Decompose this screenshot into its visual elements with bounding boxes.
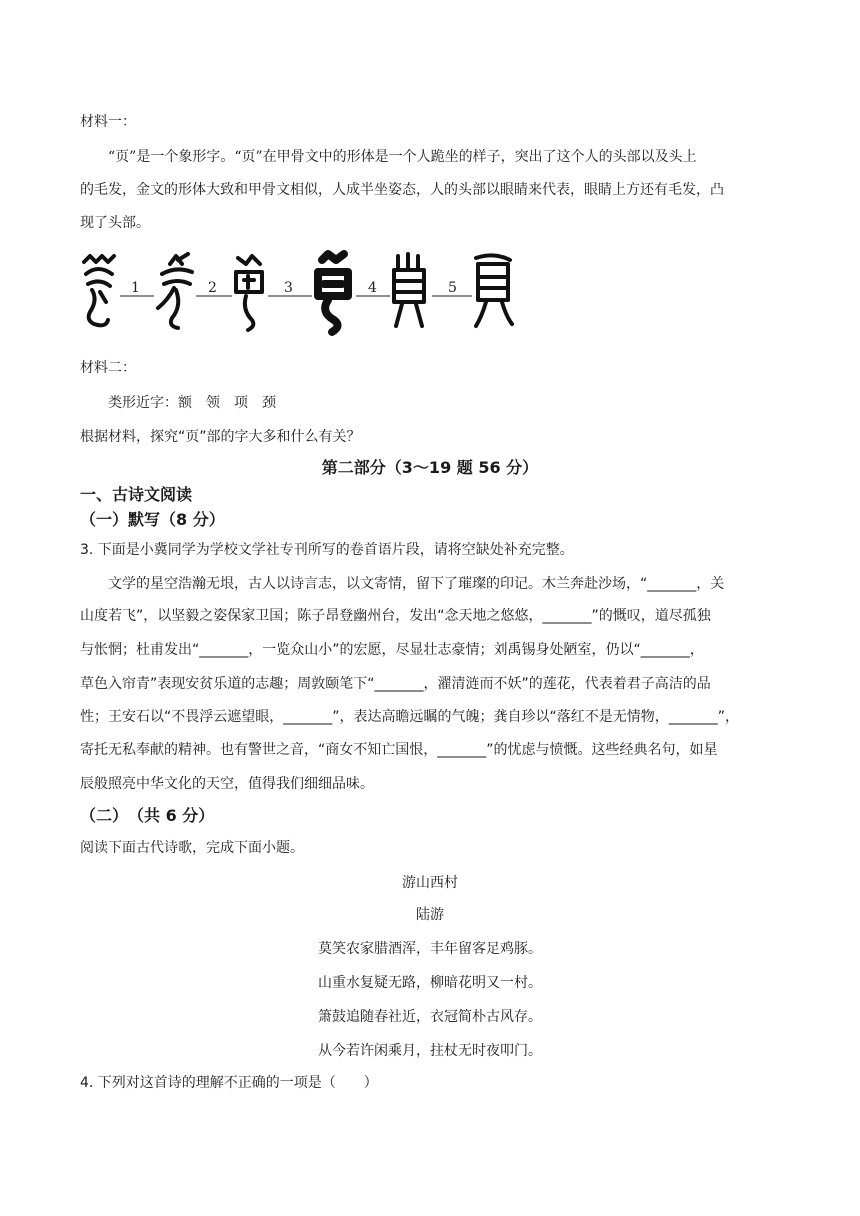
material2-heading: 材料二： [80, 360, 136, 376]
q3-passage-line-2: 山度若飞”，以坚毅之姿保家卫国；陈子昂登幽州台，发出“念天地之悠悠，_______”的慨叹，道尽孤独 [80, 608, 711, 624]
poem-line-1: 莫笑农家腊酒浑，丰年留客足鸡豚。 [318, 941, 542, 957]
material1-paragraph-line-2: 的毛发，金文的形体大致和甲骨文相似，人成半坐姿态，人的头部以眼睛来代表，眼睛上方还有毛发，凸 [80, 182, 724, 198]
small-seal-glyph-6 [476, 255, 512, 326]
q3-passage-line-5: 性；王安石以“不畏浮云遮望眼，_______”，表达高瞻远瞩的气魄；龚自珍以“落红不是无情物，_______”， [80, 709, 740, 725]
q3-passage-line-7: 辰般照亮中华文化的天空，值得我们细细品味。 [80, 776, 374, 792]
q3-passage-line-6: 寄托无私奉献的精神。也有警世之音，“商女不知亡国恨，_______”的忧虑与愤慨。这些经典名句，如星 [80, 742, 718, 758]
oracle-bone-glyph-1 [84, 256, 114, 325]
q4-stem: 4. 下列对这首诗的理解不正确的一项是（ ） [80, 1075, 378, 1091]
evolution-step-2: 2 [208, 280, 217, 296]
research-question: 根据材料，探究“页”部的字大多和什么有关？ [80, 429, 361, 445]
seal-script-glyph-5 [394, 254, 424, 326]
bronze-script-glyph-4 [318, 254, 348, 332]
oracle-bone-glyph-2 [158, 254, 192, 328]
poem-line-2: 山重水复疑无路，柳暗花明又一村。 [318, 975, 542, 991]
evolution-step-5: 5 [448, 280, 457, 296]
evolution-step-4: 4 [368, 280, 377, 296]
material1-paragraph-line-3: 现了头部。 [80, 215, 150, 231]
q3-passage-line-1: 文学的星空浩瀚无垠，古人以诗言志，以文寄情，留下了璀璨的印记。木兰奔赴沙场，“_______，关 [108, 576, 725, 592]
part2-title: 第二部分（3～19 题 56 分） [321, 458, 539, 477]
q3-stem: 3. 下面是小冀同学为学校文学社专刊所写的卷首语片段，请将空缺处补充完整。 [80, 542, 574, 558]
ye-character-evolution-figure [78, 250, 538, 340]
q3-passage-line-3: 与怅惘；杜甫发出“_______，一览众山小”的宏愿，尽显壮志豪情；刘禹锡身处陋室，仍以“_______， [80, 642, 704, 658]
evolution-step-3: 3 [284, 280, 293, 296]
section1-title: 一、古诗文阅读 [80, 485, 193, 504]
poem-line-3: 箫鼓追随春社近，衣冠简朴古风存。 [318, 1009, 542, 1025]
poem-author: 陆游 [416, 907, 444, 923]
subsection2-instruction: 阅读下面古代诗歌，完成下面小题。 [80, 840, 304, 856]
evolution-step-1: 1 [131, 280, 140, 296]
material1-heading: 材料一： [80, 114, 136, 130]
similar-characters: 类形近字：额 领 项 颈 [108, 395, 276, 411]
q3-passage-line-4: 草色入帘青”表现安贫乐道的志趣；周敦颐笔下“_______，濯清涟而不妖”的莲花，代表着君子高洁的品 [80, 676, 711, 692]
subsection2-title: （二） （共 6 分） [80, 806, 215, 825]
poem-line-4: 从今若许闲乘月，拄杖无时夜叩门。 [318, 1043, 542, 1059]
material1-paragraph-line-1: “页”是一个象形字。“页”在甲骨文中的形体是一个人跪坐的样子，突出了这个人的头部以及头上 [108, 149, 697, 165]
subsection1-title: （一）默写（8 分） [80, 510, 225, 529]
poem-title: 游山西村 [402, 875, 458, 891]
bronze-script-glyph-3 [236, 256, 262, 330]
